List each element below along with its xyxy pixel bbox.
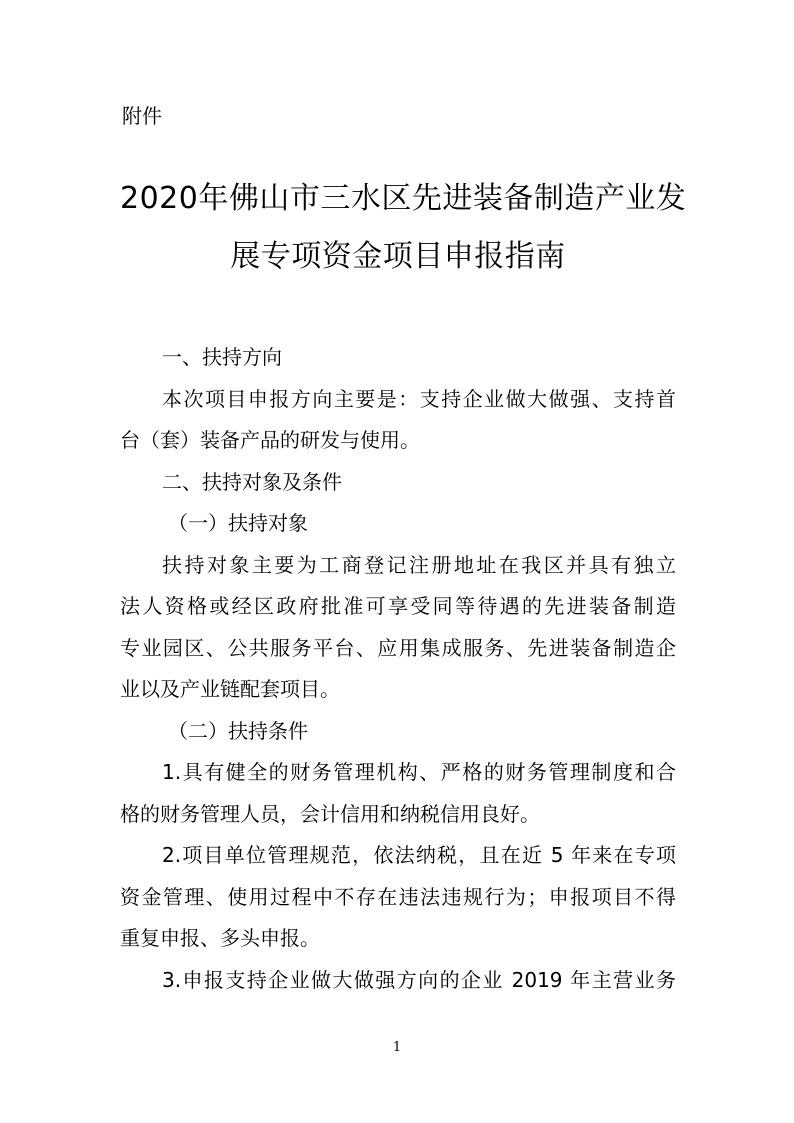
list-item-line: 2.项目单位管理规范，依法纳税，且在近 5 年来在专项	[162, 843, 676, 867]
list-item-line: 资金管理、使用过程中不存在违法违规行为；申报项目不得	[120, 884, 676, 909]
subsection-heading-2: （二）扶持条件	[168, 718, 308, 743]
paragraph-line: 业以及产业链配套项目。	[120, 677, 340, 701]
document-body	[120, 337, 676, 1001]
list-item-line: 重复申报、多头申报。	[120, 926, 320, 950]
list-item-line: 1.具有健全的财务管理机构、严格的财务管理制度和合	[162, 760, 676, 784]
list-item-line: 3.申报支持企业做大做强方向的企业 2019 年主营业务	[162, 967, 676, 992]
section-heading-2: 二、扶持对象及条件	[162, 469, 342, 494]
section-heading-1: 一、扶持方向	[162, 345, 282, 369]
paragraph-line: 专业园区、公共服务平台、应用集成服务、先进装备制造企	[120, 635, 676, 660]
paragraph-line: 本次项目申报方向主要是：支持企业做大做强、支持首	[162, 386, 676, 411]
attachment-label: 附件	[122, 104, 162, 128]
title-line-2: 展专项资金项目申报指南	[230, 239, 566, 274]
subsection-heading-1: （一）扶持对象	[168, 511, 308, 535]
paragraph-line: 法人资格或经区政府批准可享受同等待遇的先进装备制造	[120, 594, 676, 618]
paragraph-line: 台（套）装备产品的研发与使用。	[120, 428, 420, 452]
list-item-line: 格的财务管理人员，会计信用和纳税信用良好。	[120, 801, 540, 826]
paragraph-line: 扶持对象主要为工商登记注册地址在我区并具有独立	[162, 552, 676, 577]
document-title	[120, 170, 687, 286]
page-number: 1	[392, 1040, 402, 1055]
title-line-1: 2020年佛山市三水区先进装备制造产业发	[120, 181, 687, 216]
